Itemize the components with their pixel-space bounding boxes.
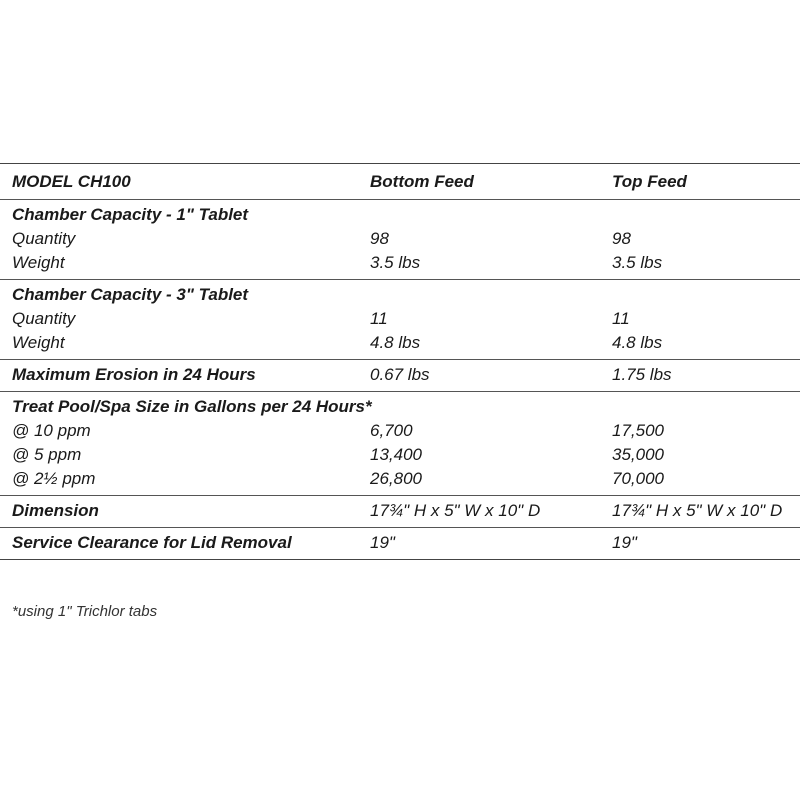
bottom-value: 13,400 — [370, 445, 422, 464]
row-label: Quantity — [12, 309, 76, 328]
section-title: Treat Pool/Spa Size in Gallons per 24 Hours* — [12, 397, 372, 416]
table-row — [0, 419, 800, 443]
table-row — [0, 467, 800, 491]
top-value: 17¾" H x 5" W x 10" D — [612, 501, 783, 520]
top-value: 70,000 — [612, 469, 664, 488]
table-row — [0, 443, 800, 467]
section-title: Maximum Erosion in 24 Hours — [12, 365, 256, 384]
table-row — [0, 363, 800, 387]
bottom-value: 3.5 lbs — [370, 253, 421, 272]
top-value: 3.5 lbs — [612, 253, 663, 272]
bottom-value: 26,800 — [370, 469, 422, 488]
top-value: 4.8 lbs — [612, 333, 663, 352]
model-header: MODEL CH100 — [12, 172, 131, 191]
section-max-erosion — [0, 360, 800, 392]
bottom-value: 4.8 lbs — [370, 333, 421, 352]
table-row — [0, 251, 800, 275]
top-value: 98 — [612, 229, 631, 248]
bottom-value: 6,700 — [370, 421, 413, 440]
top-feed-header: Top Feed — [612, 172, 687, 191]
spec-table — [0, 163, 800, 560]
section-capacity-1in — [0, 200, 800, 280]
section-title: Chamber Capacity - 1" Tablet — [12, 205, 249, 224]
section-treat-size — [0, 392, 800, 496]
section-dimension — [0, 496, 800, 528]
bottom-value: 0.67 lbs — [370, 365, 430, 384]
top-value: 11 — [612, 309, 630, 328]
row-label: Weight — [12, 333, 65, 352]
bottom-feed-header: Bottom Feed — [370, 172, 474, 191]
section-title: Service Clearance for Lid Removal — [12, 533, 292, 552]
top-value: 35,000 — [612, 445, 664, 464]
section-service-clearance — [0, 528, 800, 559]
row-label: Weight — [12, 253, 65, 272]
row-label: @ 2½ ppm — [12, 469, 96, 488]
top-value: 17,500 — [612, 421, 664, 440]
table-row — [0, 307, 800, 331]
table-row — [0, 227, 800, 251]
footnote: *using 1" Trichlor tabs — [12, 603, 158, 620]
section-capacity-3in — [0, 280, 800, 360]
section-title: Dimension — [12, 501, 99, 520]
top-value: 19" — [612, 533, 637, 552]
bottom-value: 19" — [370, 533, 395, 552]
section-title: Chamber Capacity - 3" Tablet — [12, 285, 249, 304]
table-header — [0, 164, 800, 200]
row-label: Quantity — [12, 229, 76, 248]
table-row — [0, 499, 800, 523]
row-label: @ 10 ppm — [12, 421, 91, 440]
top-value: 1.75 lbs — [612, 365, 672, 384]
table-row — [0, 331, 800, 355]
table-row — [0, 531, 800, 555]
bottom-value: 98 — [370, 229, 389, 248]
bottom-value: 11 — [370, 309, 388, 328]
bottom-value: 17¾" H x 5" W x 10" D — [370, 501, 541, 520]
row-label: @ 5 ppm — [12, 445, 82, 464]
